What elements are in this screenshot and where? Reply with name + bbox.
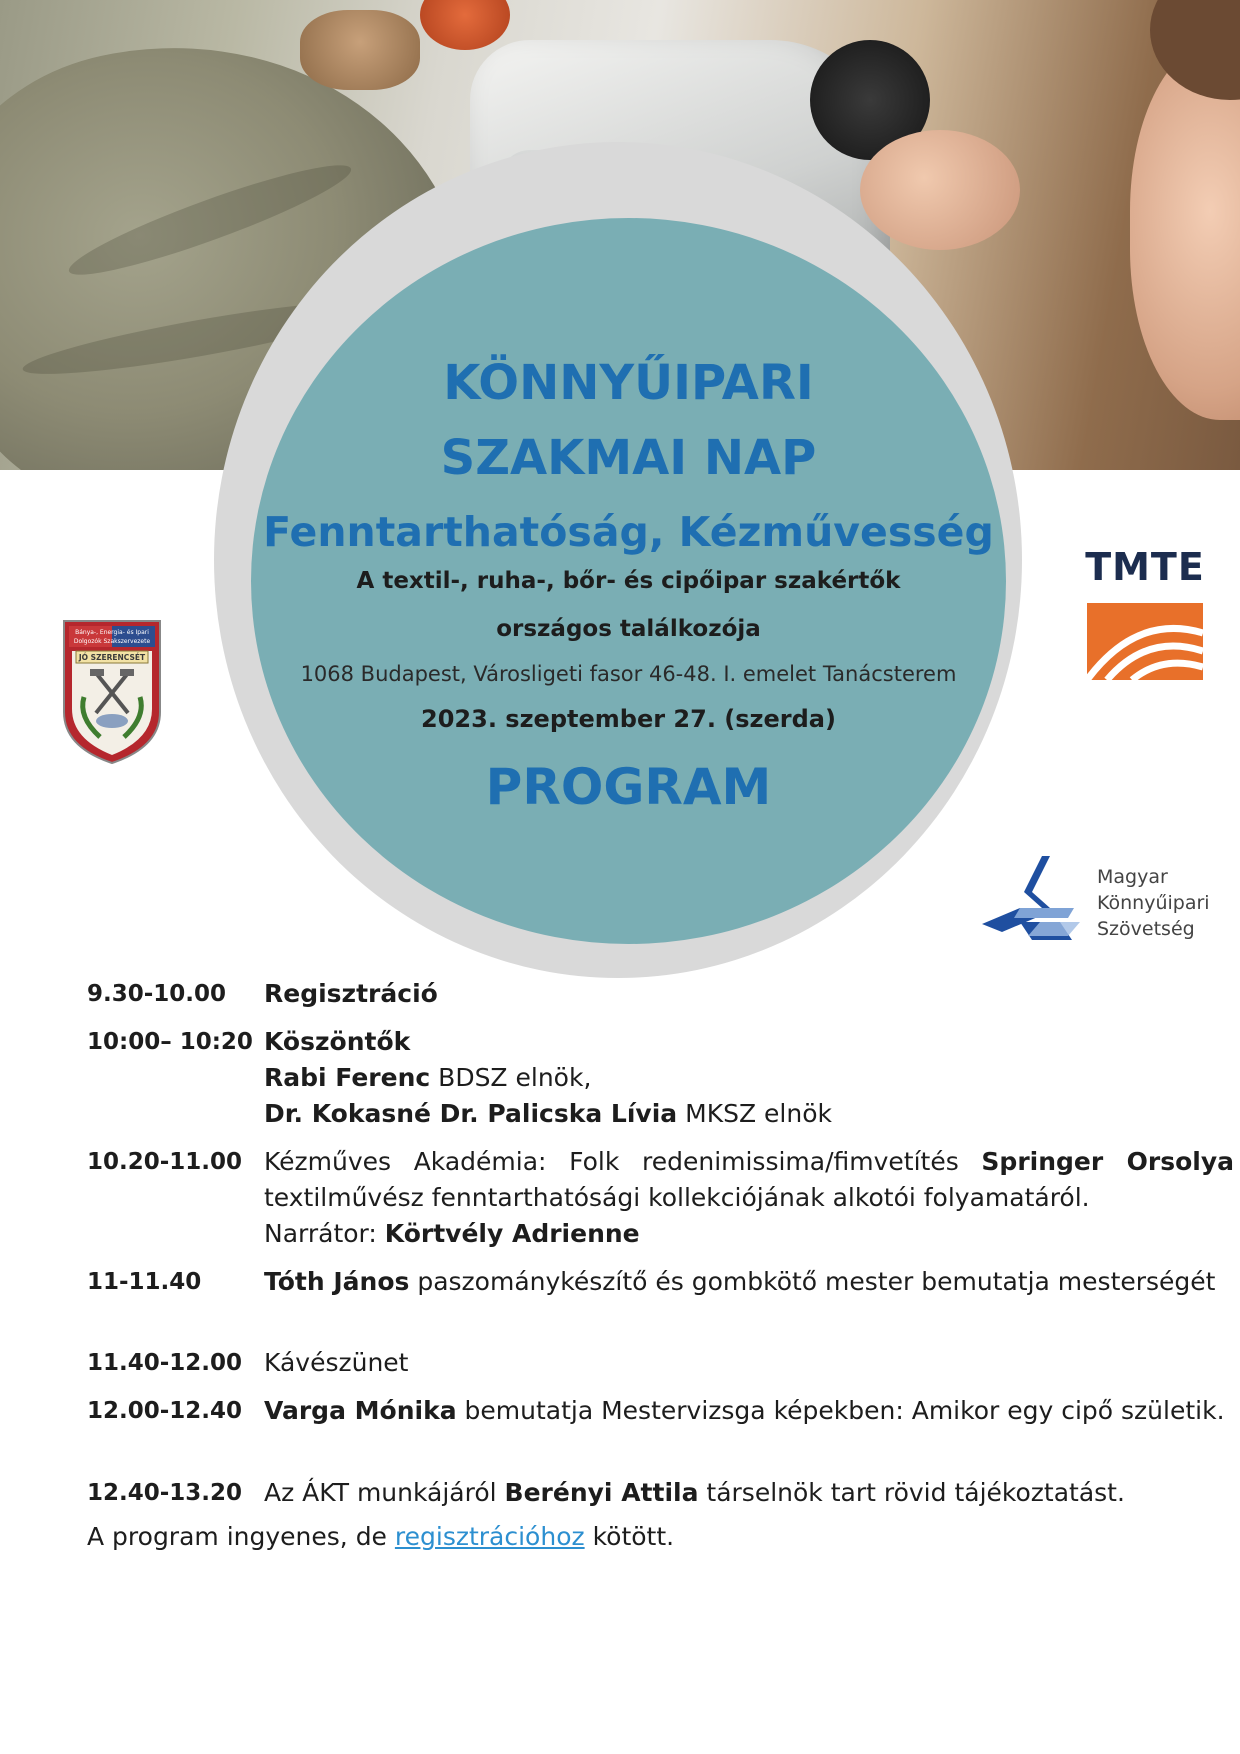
speaker-name: Tóth János xyxy=(264,1267,410,1296)
speaker-name: Dr. Kokasné Dr. Palicska Lívia xyxy=(264,1099,678,1128)
program-row xyxy=(87,1345,1147,1385)
program-desc: Kávészünet xyxy=(264,1348,409,1377)
mksz-line-1: Magyar xyxy=(1097,866,1168,888)
program-row xyxy=(87,1475,1147,1515)
footer-note: A program ingyenes, de regisztrációhoz kötött. xyxy=(87,1522,675,1551)
mksz-arrows-icon xyxy=(980,852,1090,952)
program-desc: Köszöntők Rabi Ferenc BDSZ elnök, Dr. Kokasné Dr. Palicska Lívia MKSZ elnök xyxy=(264,1027,832,1128)
program-time: 12.00-12.40 xyxy=(87,1398,243,1424)
theme-title: Fenntarthatóság, Kézművesség xyxy=(263,508,994,556)
mksz-line-2: Könnyűipari xyxy=(1097,892,1210,914)
address: 1068 Budapest, Városligeti fasor 46-48. I. emelet Tanácsterem xyxy=(300,662,957,686)
program-row xyxy=(87,1264,1216,1340)
subtitle-line-1: A textil-, ruha-, bőr- és cipőipar szakértők xyxy=(356,568,901,594)
mksz-line-3: Szövetség xyxy=(1097,918,1195,940)
program-time: 11.40-12.00 xyxy=(87,1350,243,1376)
program-row xyxy=(87,1393,1225,1469)
title-line-2: SZAKMAI NAP xyxy=(440,430,817,486)
mksz-logo xyxy=(980,852,1220,952)
program-heading: PROGRAM xyxy=(485,758,772,816)
program-row xyxy=(87,976,1147,1016)
crest-top-text-1: Bánya-, Energia- és Ipari xyxy=(75,629,149,636)
program-time: 10:00– 10:20 xyxy=(87,1029,253,1055)
program-row xyxy=(87,1024,1147,1136)
speaker-name: Körtvély Adrienne xyxy=(384,1219,640,1248)
title-line-1: KÖNNYŰIPARI xyxy=(443,355,814,411)
event-date: 2023. szeptember 27. (szerda) xyxy=(421,705,836,733)
program-time: 10.20-11.00 xyxy=(87,1149,243,1175)
union-crest-logo xyxy=(60,617,164,765)
crest-banner-text: JÓ SZERENCSÉT xyxy=(78,653,146,662)
subtitle-line-2: országos találkozója xyxy=(496,616,761,642)
program-desc: Tóth János paszománykészítő és gombkötő mester bemutatja mesterségét xyxy=(264,1267,1216,1296)
program-desc: Az ÁKT munkájáról Berényi Attila társelnök tart rövid tájékoztatást. xyxy=(264,1478,1125,1507)
speaker-name: Springer Orsolya xyxy=(981,1147,1234,1176)
program-desc: Kézműves Akadémia: Folk redenimissima/fimvetítés Springer Orsolya textilművész fenntarthatósági kollekciójának alkotói folyamatáról. Narrátor: Körtvély Adrienne xyxy=(264,1147,1234,1248)
speaker-name: Berényi Attila xyxy=(504,1478,699,1507)
program-row xyxy=(87,1144,1234,1256)
program-time: 9.30-10.00 xyxy=(87,981,227,1007)
speaker-name: Varga Mónika xyxy=(264,1396,457,1425)
tmte-logo-text: TMTE xyxy=(1085,545,1205,589)
program-time: 11-11.40 xyxy=(87,1269,202,1295)
speaker-name: Rabi Ferenc xyxy=(264,1063,431,1092)
tmte-logo xyxy=(1085,545,1205,680)
program-desc: Varga Mónika bemutatja Mestervizsga képekben: Amikor egy cipő születik. xyxy=(264,1396,1225,1425)
tmte-arc-icon xyxy=(1087,603,1203,680)
crest-top-text-2: Dolgozók Szakszervezete xyxy=(73,638,151,645)
registration-link[interactable]: regisztrációhoz xyxy=(394,1522,585,1551)
program-time: 12.40-13.20 xyxy=(87,1480,243,1506)
program-desc: Regisztráció xyxy=(264,979,438,1008)
